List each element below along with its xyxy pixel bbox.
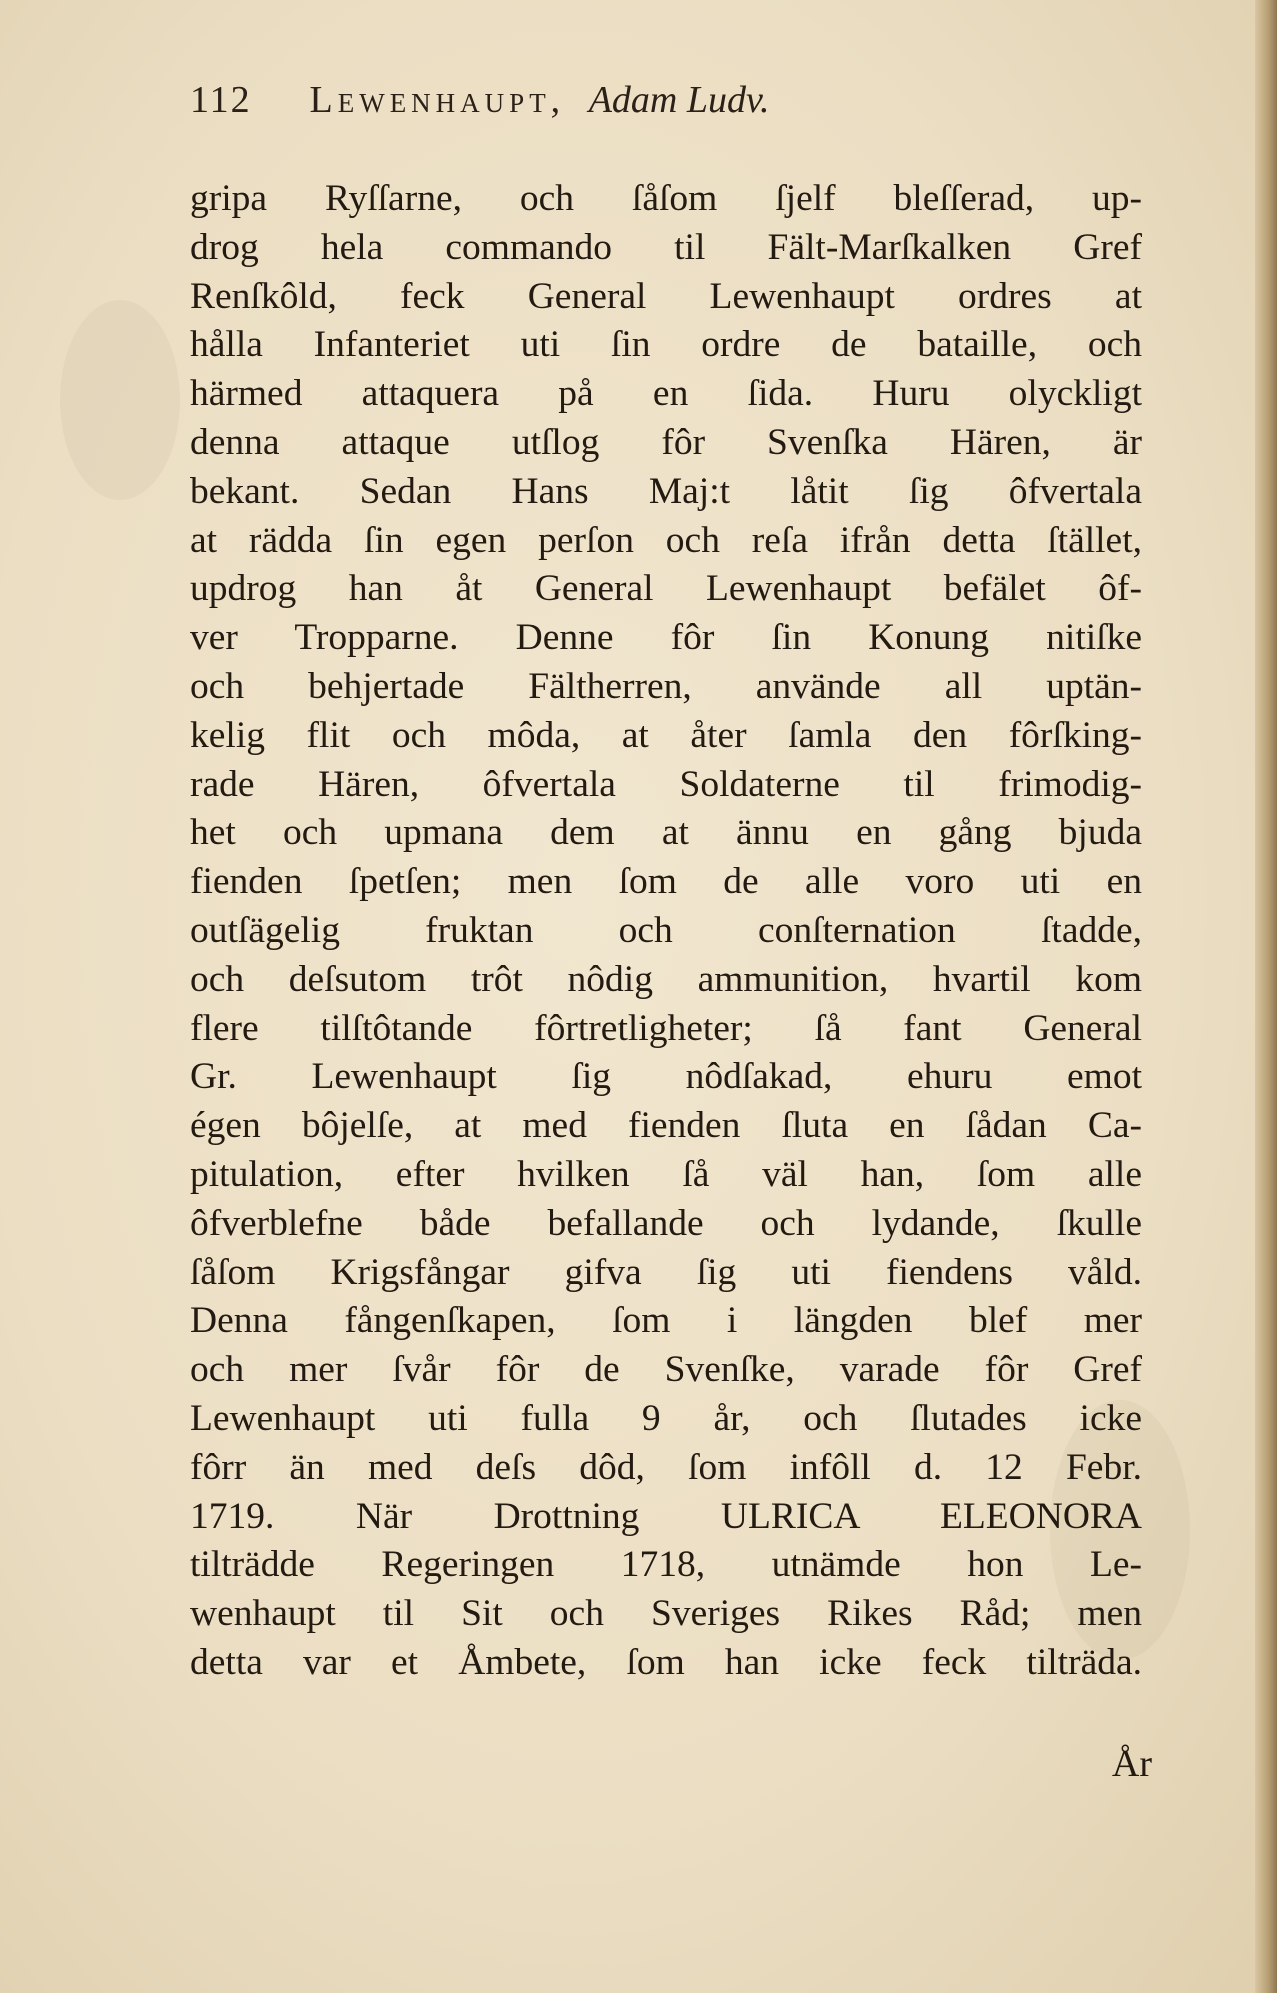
text-line: och behjertade Fältherren, använde all uptän- [190,665,1142,707]
text-line: fôrr än med deſs dôd, ſom infôll d. 12 Febr. [190,1446,1142,1488]
text-line: at rädda ſin egen perſon och reſa ifrån detta ſtället, [190,519,1142,561]
text-line: härmed attaquera på en ſida. Huru olyckligt [190,373,1142,415]
text-line: ſåſom Krigsfångar gifva ſig uti fiendens våld. [190,1251,1142,1293]
text-line: och mer ſvår fôr de Svenſke, varade fôr Gref [190,1349,1142,1391]
text-line: Renſkôld, feck General Lewenhaupt ordres at [190,275,1142,317]
text-line: ôfverblefne både befallande och lydande, ſkulle [190,1202,1142,1244]
text-line: Denna fångenſkapen, ſom i längden blef mer [190,1300,1142,1342]
paper-stain [60,300,180,500]
text-line: denna attaque utſlog fôr Svenſka Hären, är [190,421,1142,463]
text-line: tilträdde Regeringen 1718, utnämde hon Le- [190,1544,1142,1586]
text-line: bekant. Sedan Hans Maj:t låtit ſig ôfvertala [190,470,1142,512]
text-line: égen bôjelſe, at med fienden ſluta en ſådan Ca- [190,1105,1142,1147]
text-line: updrog han åt General Lewenhaupt befälet ôf- [190,568,1142,610]
text-line: wenhaupt til Sit och Sveriges Rikes Råd; men [190,1593,1142,1635]
text-line: detta var et Åmbete, ſom han icke feck tilträda. [190,1641,1142,1683]
header-given-names: Adam Ludv. [588,79,770,121]
page-edge [1255,0,1277,1993]
text-line: fienden ſpetſen; men ſom de alle voro uti en [190,861,1142,903]
text-line: och deſsutom trôt nôdig ammunition, hvartil kom [190,958,1142,1000]
header-surname: Lewenhaupt, [309,79,566,121]
text-line: hålla Infanteriet uti ſin ordre de bataille, och [190,324,1142,366]
text-line: ver Tropparne. Denne fôr ſin Konung nitiſke [190,617,1142,659]
page-number: 112 [190,79,252,121]
text-line: Gr. Lewenhaupt ſig nôdſakad, ehuru emot [190,1056,1142,1098]
text-line: 1719. När Drottning ULRICA ELEONORA [190,1495,1142,1537]
text-line: flere tilſtôtande fôrtretligheter; ſå fant General [190,1007,1142,1049]
text-line: kelig flit och môda, at åter ſamla den fôrſking- [190,714,1142,756]
text-line: drog hela commando til Fält-Marſkalken Gref [190,226,1142,268]
text-line: het och upmana dem at ännu en gång bjuda [190,812,1142,854]
text-line: Lewenhaupt uti fulla 9 år, och ſlutades icke [190,1397,1142,1439]
text-line: outſägelig fruktan och conſternation ſtadde, [190,909,1142,951]
running-header [190,78,1090,138]
text-line: rade Hären, ôfvertala Soldaterne til frimodig- [190,763,1142,805]
body-text [190,175,1142,1688]
catchword: År [1111,1743,1152,1785]
text-line: gripa Ryſſarne, och ſåſom ſjelf bleſſerad, up- [190,178,1142,219]
text-line: pitulation, efter hvilken ſå väl han, ſom alle [190,1153,1142,1195]
